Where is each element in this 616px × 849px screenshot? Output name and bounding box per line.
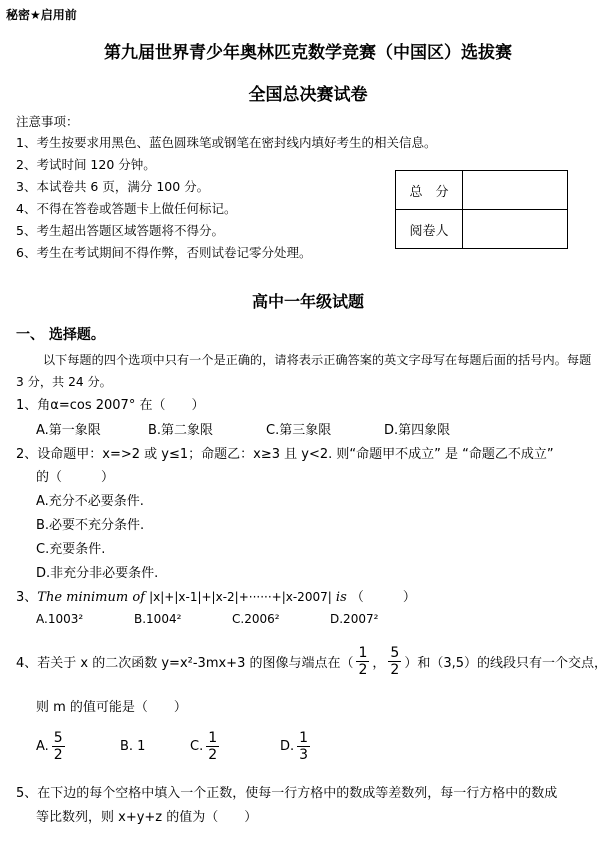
confidential-mark: 秘密★启用前 xyxy=(6,8,77,22)
option-c[interactable]: C.2006² xyxy=(232,612,280,626)
question-2-stem: 2、设命题甲：x=>2 或 y≤1；命题乙：x≥3 且 y<2. 则“命题甲不成立” 是 “命题乙不成立” xyxy=(16,447,554,462)
note-item: 4、不得在答卷或答题卡上做任何标记。 xyxy=(16,201,237,216)
grade-title: 高中一年级试题 xyxy=(251,292,364,311)
question-2-option-d[interactable]: D.非充分非必要条件. xyxy=(36,566,159,581)
section-instruction: 以下每题的四个选项中只有一个是正确的，请将表示正确答案的英文字母写在每题后面的括号内。每题 3 分，共 24 分。 xyxy=(16,353,592,389)
option-b[interactable]: B. 1 xyxy=(120,739,146,754)
option-d[interactable]: D.2007² xyxy=(330,612,379,626)
grader-label: 阅卷人 xyxy=(396,210,463,249)
option-b[interactable]: B.1004² xyxy=(134,612,182,626)
notes-heading: 注意事项： xyxy=(16,114,79,129)
note-item: 1、考生按要求用黑色、蓝色圆珠笔或钢笔在密封线内填好考生的相关信息。 xyxy=(16,135,437,150)
option-c[interactable]: C.第三象限 xyxy=(266,423,332,438)
option-d[interactable]: D.第四象限 xyxy=(384,423,451,438)
option-d[interactable]: D. $\frac{1}{3}$ xyxy=(280,730,309,763)
question-5-stem: 5、在下边的每个空格中填入一个正数，使每一行方格中的数成等差数列，每一行方格中的数成 xyxy=(16,786,558,801)
section-title: 一、 选择题。 xyxy=(16,327,105,343)
question-4-stem-cont: 则 m 的值可能是（ ） xyxy=(36,700,187,715)
note-item: 2、考试时间 120 分钟。 xyxy=(16,157,156,172)
total-score-label: 总 分 xyxy=(396,171,463,210)
question-3-options xyxy=(36,612,378,626)
total-score-cell[interactable] xyxy=(463,171,568,210)
exam-subtitle: 全国总决赛试卷 xyxy=(248,85,368,105)
fraction-five-halves: $\frac{5}{2}$ xyxy=(390,645,400,678)
question-4-options xyxy=(36,730,313,763)
option-a[interactable]: A. $\frac{5}{2}$ xyxy=(36,730,63,763)
question-4-stem: 4、若关于 x 的二次函数 y=x²-3mx+3 的图像与端点在（ $\frac{1}{2}$ ， $\frac{5}{2}$ ）和（3,5）的线段只有一个交点， xyxy=(16,645,608,678)
fraction-one-half: $\frac{1}{2}$ xyxy=(358,645,368,678)
question-2-option-a[interactable]: A.充分不必要条件. xyxy=(36,494,144,509)
question-3-stem: 3、The minimum of |x|+|x-1|+|x-2|+······+|x-2007| is （ ） xyxy=(16,590,416,605)
question-2-stem-cont: 的（ ） xyxy=(36,470,115,485)
option-b[interactable]: B.第二象限 xyxy=(148,423,214,438)
score-table xyxy=(395,170,568,249)
option-c[interactable]: C. $\frac{1}{2}$ xyxy=(190,730,218,763)
notes-list xyxy=(16,132,436,264)
question-2-option-c[interactable]: C.充要条件. xyxy=(36,542,106,557)
option-a[interactable]: A.1003² xyxy=(36,612,84,626)
question-2-option-b[interactable]: B.必要不充分条件. xyxy=(36,518,145,533)
grader-cell[interactable] xyxy=(463,210,568,249)
note-item: 3、本试卷共 6 页，满分 100 分。 xyxy=(16,179,210,194)
note-item: 6、考生在考试期间不得作弊，否则试卷记零分处理。 xyxy=(16,245,312,260)
note-item: 5、考生超出答题区域答题将不得分。 xyxy=(16,223,224,238)
question-5-stem-cont: 等比数列，则 x+y+z 的值为（ ） xyxy=(36,810,258,825)
exam-main-title: 第九届世界青少年奥林匹克数学竞赛（中国区）选拔赛 xyxy=(104,43,512,63)
question-1-options xyxy=(36,419,450,438)
option-a[interactable]: A.第一象限 xyxy=(36,423,101,438)
question-1-stem: 1、角α=cos 2007° 在（ ） xyxy=(16,398,205,413)
